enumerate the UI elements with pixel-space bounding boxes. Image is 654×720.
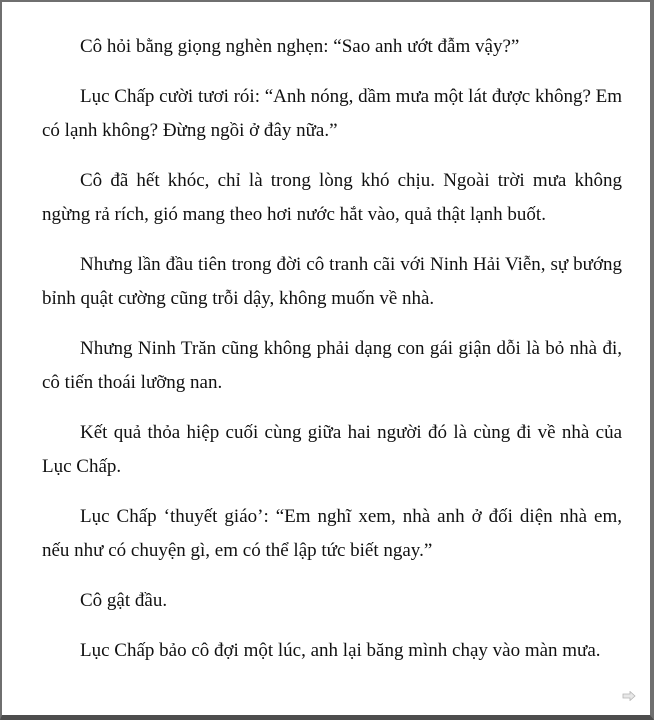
paragraph: Nhưng Ninh Trăn cũng không phải dạng con gái giận dỗi là bỏ nhà đi, cô tiến thoái lưỡng nan.	[42, 338, 622, 393]
paragraph: Lục Chấp cười tươi rói: “Anh nóng, dầm mưa một lát được không? Em có lạnh không? Đừng ngồi ở đây nữa.”	[42, 86, 623, 141]
paragraph: Cô gật đầu.	[80, 590, 168, 611]
paragraph: Kết quả thỏa hiệp cuối cùng giữa hai người đó là cùng đi về nhà của Lục Chấp.	[42, 422, 622, 477]
paragraph: Cô hỏi bằng giọng nghèn nghẹn: “Sao anh ướt đẫm vậy?”	[80, 36, 520, 57]
document-body	[42, 30, 622, 684]
paragraph: Nhưng lần đầu tiên trong đời cô tranh cãi với Ninh Hải Viễn, sự bướng bỉnh quật cường cũng trỗi dậy, không muốn về nhà.	[42, 254, 622, 309]
paragraph: Lục Chấp bảo cô đợi một lúc, anh lại băng mình chạy vào màn mưa.	[80, 640, 601, 661]
paragraph: Cô đã hết khóc, chỉ là trong lòng khó chịu. Ngoài trời mưa không ngừng rả rích, gió mang theo hơi nước hắt vào, quả thật lạnh buốt.	[42, 170, 622, 225]
next-page-arrow-icon[interactable]	[622, 691, 636, 701]
paragraph: Lục Chấp ‘thuyết giáo’: “Em nghĩ xem, nhà anh ở đối diện nhà em, nếu như có chuyện gì, em có thể lập tức biết ngay.”	[42, 506, 622, 561]
